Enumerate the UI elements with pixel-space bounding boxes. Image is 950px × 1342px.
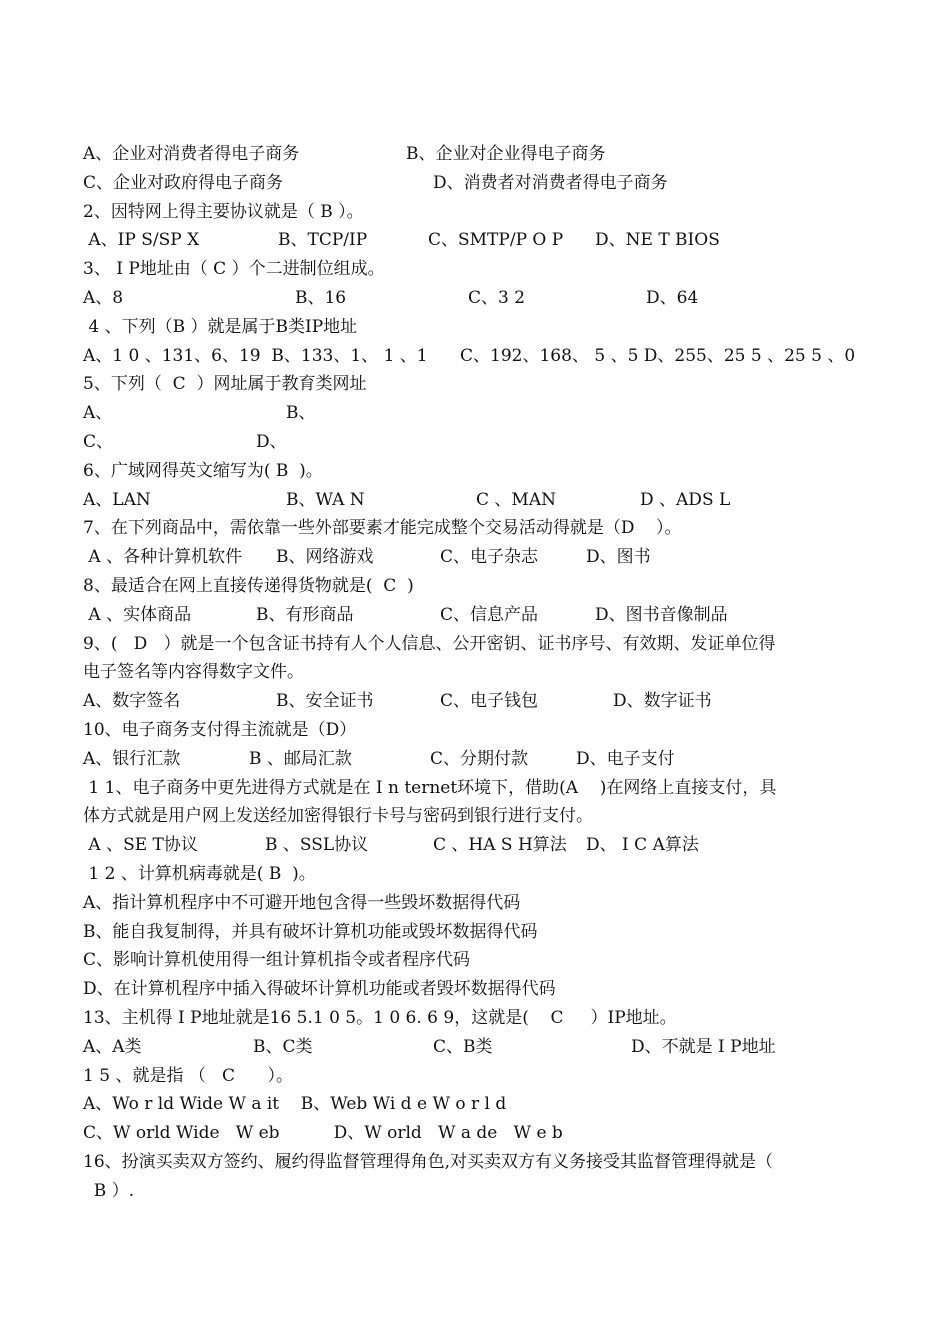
text-line [83,543,883,571]
option-text: C、电子杂志 [440,547,539,568]
option-text: D、NE T BIOS [595,230,720,251]
text-line: 1 2 、计算机病毒就是( B )。 [83,864,316,884]
option-text: D、 [256,432,287,452]
option-text: B、 [286,403,316,424]
text-line: A、Wo r ld Wide W a it B、Web Wi d e W o r l d [83,1094,507,1115]
option-text: C、电子钱包 [440,691,539,712]
text-line: 10、电子商务支付得主流就是（D） [83,720,357,740]
option-text: D 、ADS L [640,489,731,510]
text-line [83,687,883,715]
option-text: C、SMTP/P O P [428,230,564,251]
option-text: A、A类 [83,1036,142,1057]
text-line [83,226,883,254]
option-text: D、图书 [586,547,651,568]
option-text: A、数字签名 [83,691,181,712]
option-text: B 、邮局汇款 [249,748,352,769]
option-text: D、电子支付 [576,748,675,769]
option-text: A 、各种计算机软件 [83,547,243,568]
option-text: D、图书音像制品 [595,604,728,625]
text-line: 16、扮演买卖双方签约、履约得监督管理得角色,对买卖双方有义务接受其监督管理得就是（ [83,1152,774,1172]
text-line: 5、下列（ C ）网址属于教育类网址 [83,374,367,395]
text-line [83,169,883,197]
option-text: A 、实体商品 [83,604,192,625]
text-line: C、影响计算机使用得一组计算机指令或者程序代码 [83,950,471,971]
text-line: 体方式就是用户网上发送经加密得银行卡号与密码到银行进行支付。 [83,806,593,827]
text-line: 8、最适合在网上直接传递得货物就是( C ) [83,576,414,596]
text-line: A、指计算机程序中不可避开地包含得一些毁坏数据得代码 [83,892,521,913]
text-line: B、能自我复制得，并具有破坏计算机功能或毁坏数据得代码 [83,921,538,942]
option-text: B、有形商品 [256,604,354,625]
option-text: A、 [83,403,113,424]
text-line: 3、 I P地址由（ C ）个二进制位组成。 [83,259,385,280]
text-line: 7、在下列商品中，需依靠一些外部要素才能完成整个交易活动得就是（D ）。 [83,518,682,539]
text-line [83,428,883,456]
option-text: B、TCP/IP [278,230,368,251]
option-text: C 、MAN [476,489,556,510]
option-text: C、B类 [433,1036,493,1057]
option-text: A、IP S/SP X [83,230,200,251]
option-text: D、消费者对消费者得电子商务 [433,172,668,193]
text-line [83,140,883,168]
text-line [83,745,883,773]
option-text: A 、SE T协议 [83,835,198,856]
option-text: C、分期付款 [430,748,529,769]
text-line: 2、因特网上得主要协议就是（ B ）。 [83,201,364,222]
text-line: 1 1、电子商务中更先进得方式就是在 I n ternet环境下，借助(A )在网络上直接支付，具 [83,777,777,798]
option-text: A、银行汇款 [83,748,181,769]
option-text: D、 I C A算法 [586,835,699,856]
option-text: D、数字证书 [613,691,712,712]
text-line [83,601,883,629]
text-line [83,399,883,427]
text-line: A、1 0 、131、6、19 B、133、1、 1 、1 C、192、168、 5 、5 D、255、25 5 、25 5 、0 [83,345,856,366]
option-text: B、安全证书 [276,691,374,712]
text-line: B ）. [83,1180,135,1201]
option-text: B、网络游戏 [276,547,374,568]
option-text: B、WA N [286,489,365,510]
text-line: 6、广域网得英文缩写为( B )。 [83,460,323,481]
text-line: 电子签名等内容得数字文件。 [83,662,304,683]
option-text: D、不就是 I P地址 [631,1036,776,1057]
text-line: 1 5 、就是指 （ C ）。 [83,1065,293,1086]
option-text: C、企业对政府得电子商务 [83,172,284,193]
option-text: A、LAN [83,489,151,510]
option-text: A、企业对消费者得电子商务 [83,144,300,164]
option-text: B、16 [295,288,347,308]
text-line [83,284,883,312]
option-text: C 、HA S H算法 [433,835,567,856]
text-line [83,831,883,859]
text-line: 4 、下列（B ）就是属于B类IP地址 [83,316,358,337]
option-text: C、 [83,432,114,452]
option-text: A、8 [83,288,124,308]
text-line: 9、( D ）就是一个包含证书持有人个人信息、公开密钥、证书序号、有效期、发证单位得 [83,633,776,654]
text-line: C、W orld Wide W eb D、W orld W a de W e b [83,1123,563,1144]
option-text: C、信息产品 [440,604,539,625]
option-text: D、64 [646,288,699,308]
text-line: D、在计算机程序中插入得破坏计算机功能或者毁坏数据得代码 [83,979,556,1000]
text-line [83,1033,883,1061]
text-line: 13、主机得 I P地址就是16 5.1 0 5。1 0 6. 6 9，这就是( C ）IP地址。 [83,1008,677,1028]
option-text: B、企业对企业得电子商务 [406,144,606,164]
option-text: C、3 2 [468,288,526,308]
option-text: B、C类 [253,1036,313,1057]
text-line [83,486,883,514]
option-text: B 、SSL协议 [265,835,369,856]
